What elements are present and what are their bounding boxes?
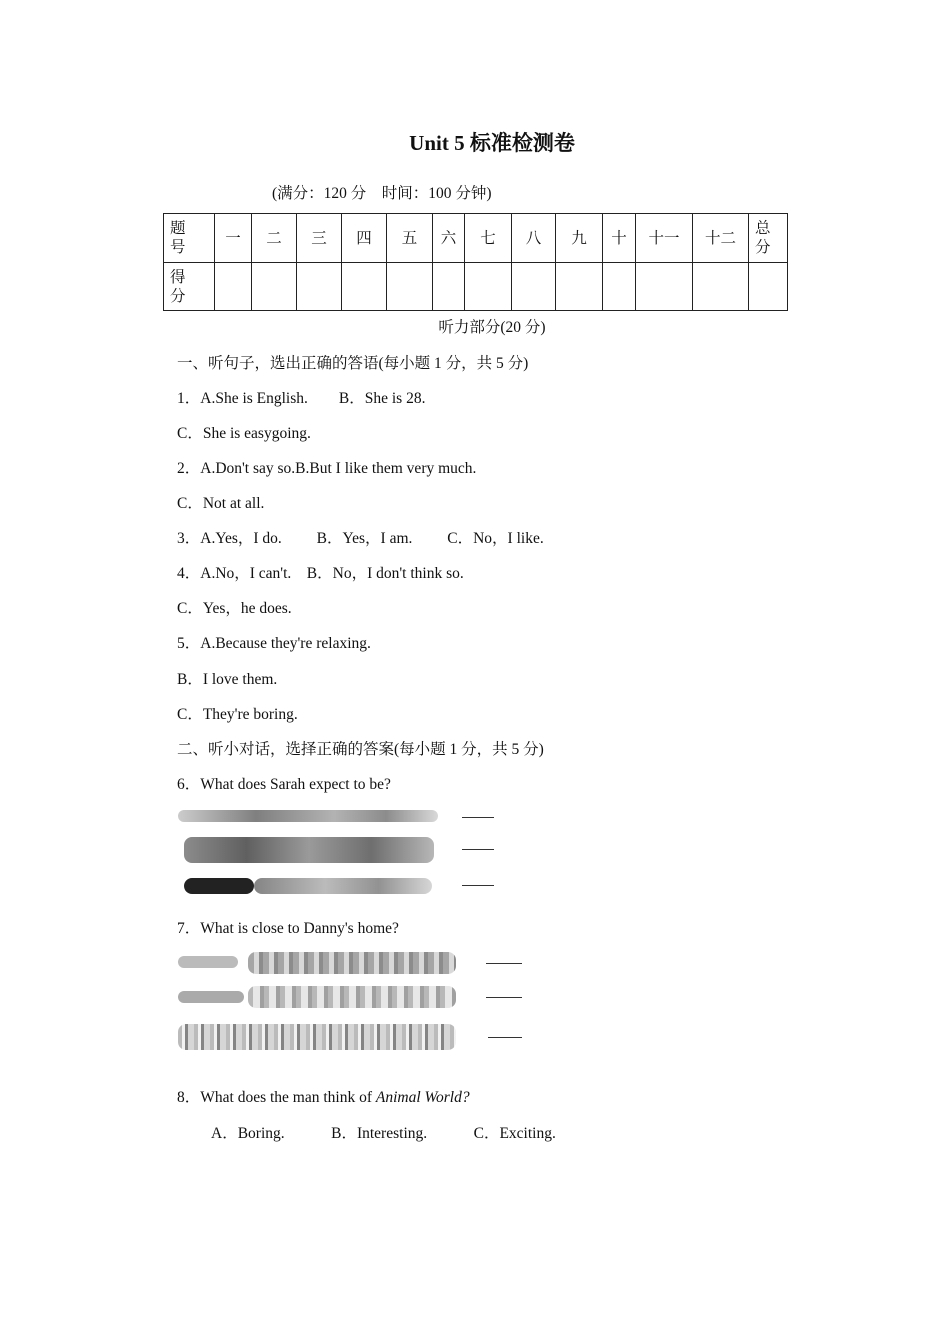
answer-blank — [486, 997, 522, 998]
exam-meta: (满分：120 分 时间：100 分钟) — [272, 185, 492, 202]
question-8 — [177, 1085, 470, 1107]
table-row-score — [164, 263, 788, 311]
listening-heading: 听力部分(20 分) — [438, 319, 546, 336]
score-cell[interactable] — [252, 263, 297, 311]
column-header: 六 — [433, 214, 465, 263]
question-8-title: Animal World? — [375, 1089, 470, 1106]
column-header: 七 — [465, 214, 512, 263]
picture-option-c — [184, 878, 432, 894]
question-line: 3．A.Yes，I do. B．Yes，I am. C．No，I like. — [177, 530, 544, 547]
question-7: 7．What is close to Danny's home? — [177, 920, 399, 937]
column-header: 一 — [215, 214, 252, 263]
picture-option-b — [184, 837, 434, 863]
question-line: C．Not at all. — [177, 495, 265, 512]
total-label-char: 总 — [755, 220, 771, 237]
picture-option-b — [178, 986, 456, 1008]
score-cell[interactable] — [433, 263, 465, 311]
column-header: 九 — [556, 214, 603, 263]
question-6: 6．What does Sarah expect to be? — [177, 776, 391, 793]
score-cell[interactable] — [342, 263, 387, 311]
score-label-cell — [164, 263, 215, 311]
column-header: 五 — [387, 214, 433, 263]
score-cell[interactable] — [693, 263, 749, 311]
table-row-header — [164, 214, 788, 263]
score-cell[interactable] — [297, 263, 342, 311]
score-table — [163, 213, 788, 311]
column-header: 四 — [342, 214, 387, 263]
question-line: B．I love them. — [177, 671, 278, 688]
question-line: C．They're boring. — [177, 706, 298, 723]
question-line: 5．A.Because they're relaxing. — [177, 635, 371, 652]
score-cell[interactable] — [215, 263, 252, 311]
score-cell[interactable] — [556, 263, 603, 311]
question-line: C．Yes，he does. — [177, 600, 292, 617]
column-header: 十二 — [693, 214, 749, 263]
question-8-text: 8．What does the man think of — [177, 1089, 376, 1106]
answer-blank — [486, 963, 522, 964]
score-cell[interactable] — [512, 263, 556, 311]
score-label-char: 得 — [170, 268, 186, 286]
answer-blank — [462, 817, 494, 818]
row-label-cell — [164, 214, 215, 263]
part1-heading: 一、听句子，选出正确的答语(每小题 1 分，共 5 分) — [177, 355, 529, 372]
part2-heading: 二、听小对话，选择正确的答案(每小题 1 分，共 5 分) — [177, 741, 544, 758]
column-header: 二 — [252, 214, 297, 263]
answer-blank — [488, 1037, 522, 1038]
score-label-char: 分 — [170, 287, 186, 305]
question-line: 2．A.Don't say so.B.But I like them very much. — [177, 460, 477, 477]
score-cell[interactable] — [749, 263, 788, 311]
column-header: 三 — [297, 214, 342, 263]
question-line: 1．A.She is English. B．She is 28. — [177, 390, 426, 407]
score-cell[interactable] — [636, 263, 693, 311]
score-cell[interactable] — [387, 263, 433, 311]
page-title: Unit 5 标准检测卷 — [409, 131, 575, 155]
score-cell[interactable] — [465, 263, 512, 311]
question-line: 4．A.No，I can't. B．No，I don't think so. — [177, 565, 464, 582]
answer-blank — [462, 849, 494, 850]
column-header: 八 — [512, 214, 556, 263]
picture-option-c — [178, 1024, 456, 1050]
score-cell[interactable] — [603, 263, 636, 311]
column-header: 十 — [603, 214, 636, 263]
total-label-cell — [749, 214, 788, 263]
picture-option-a — [178, 810, 438, 822]
question-8-options: A．Boring. B．Interesting. C．Exciting. — [211, 1125, 556, 1142]
answer-blank — [462, 885, 494, 886]
row-label-char: 题 — [170, 220, 186, 237]
question-line: C．She is easygoing. — [177, 425, 311, 442]
total-label-char: 分 — [755, 239, 771, 256]
picture-option-a — [178, 952, 456, 974]
column-header: 十一 — [636, 214, 693, 263]
row-label-char: 号 — [170, 239, 186, 256]
